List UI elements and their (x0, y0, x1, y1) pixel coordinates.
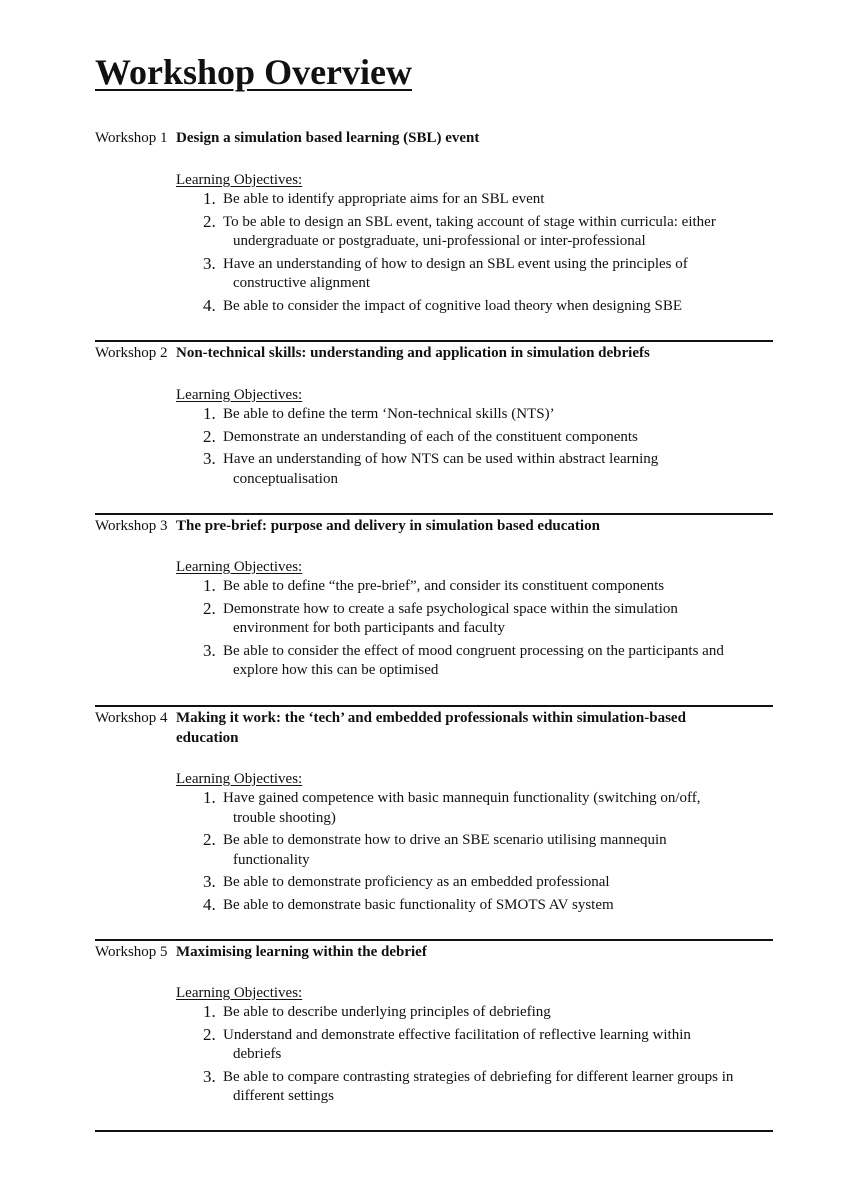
workshop-4-header (95, 708, 773, 748)
workshop-label: Workshop 4 (95, 710, 168, 726)
objective-text-cont: explore how this can be optimised (233, 662, 439, 678)
objective-text-cont: different settings (233, 1088, 334, 1104)
objective-number: 2. (203, 830, 216, 849)
objective-text-cont: undergraduate or postgraduate, uni-professional or inter-professional (233, 233, 646, 249)
objective-number: 2. (203, 598, 216, 618)
objectives-list (203, 1003, 773, 1110)
objectives-list (203, 789, 773, 918)
workshop-5-section (95, 942, 773, 1104)
objective-text: Have an understanding of how NTS can be used within abstract learning (223, 451, 659, 467)
objectives-list (203, 190, 773, 319)
objective-text-cont: debriefs (233, 1046, 282, 1062)
objective-item (203, 450, 773, 489)
workshop-label: Workshop 1 (95, 130, 168, 146)
learning-objectives-label: Learning Objectives: (176, 985, 303, 1001)
objective-number: 3. (203, 1066, 216, 1086)
workshop-title: The pre-brief: purpose and delivery in simulation based education (176, 518, 600, 534)
objective-number: 1. (203, 576, 216, 595)
objective-text: Be able to demonstrate basic functionality of SMOTS AV system (223, 896, 614, 913)
objective-item (203, 1003, 773, 1023)
objective-text-cont: environment for both participants and faculty (233, 620, 505, 636)
section-divider (95, 340, 773, 342)
section-divider (95, 513, 773, 515)
objective-item (203, 297, 773, 317)
objective-text: Be able to consider the impact of cognitive load theory when designing SBE (223, 297, 683, 314)
objective-text: Be able to describe underlying principles of debriefing (223, 1004, 551, 1020)
objective-number: 1. (203, 1002, 216, 1021)
objective-text-cont: conceptualisation (233, 470, 338, 487)
objective-item (203, 1068, 773, 1107)
workshop-1-section (95, 128, 773, 315)
objective-item (203, 873, 773, 893)
objective-item (203, 642, 773, 681)
objective-number: 2. (203, 211, 216, 231)
objective-text: Demonstrate an understanding of each of the constituent components (223, 428, 638, 445)
objective-number: 3. (203, 872, 216, 891)
objective-text: Be able to compare contrasting strategies of debriefing for different learner groups in (223, 1068, 734, 1085)
objective-item (203, 255, 773, 294)
workshop-label: Workshop 3 (95, 518, 168, 534)
workshop-title: Making it work: the ‘tech’ and embedded professionals within simulation-based education (176, 710, 686, 746)
workshop-5-header (95, 942, 773, 962)
workshop-1-header (95, 128, 773, 148)
workshop-4-section (95, 708, 773, 914)
objective-text: Be able to define “the pre-brief”, and consider its constituent components (223, 578, 665, 594)
objective-item (203, 896, 773, 916)
objective-number: 1. (203, 189, 216, 208)
objective-item (203, 1026, 773, 1065)
section-divider (95, 705, 773, 707)
objective-number: 2. (203, 1024, 216, 1044)
objective-text: Be able to identify appropriate aims for an SBL event (223, 191, 545, 207)
objective-item (203, 789, 773, 828)
workshop-2-section (95, 343, 773, 487)
objective-text: Be able to define the term ‘Non-technical skills (NTS)’ (223, 406, 555, 422)
objective-text-cont: constructive alignment (233, 275, 371, 291)
objective-item (203, 577, 773, 597)
objective-number: 2. (203, 426, 216, 446)
objective-item (203, 213, 773, 252)
objective-text: Be able to demonstrate proficiency as an embedded professional (223, 874, 610, 890)
page-title: Workshop Overview (95, 52, 413, 92)
objective-text: Understand and demonstrate effective facilitation of reflective learning within (223, 1026, 691, 1043)
learning-objectives-label: Learning Objectives: (176, 172, 303, 188)
workshop-label: Workshop 2 (95, 345, 168, 361)
section-divider (95, 939, 773, 941)
objective-text: Have gained competence with basic mannequin functionality (switching on/off, (223, 790, 701, 806)
objective-number: 3. (203, 449, 216, 468)
objective-number: 1. (203, 788, 216, 807)
workshop-2-header (95, 343, 773, 363)
learning-objectives-label: Learning Objectives: (176, 559, 303, 575)
section-divider (95, 1130, 773, 1132)
objective-text: Demonstrate how to create a safe psychological space within the simulation (223, 600, 678, 617)
objective-number: 1. (203, 404, 216, 423)
objective-number: 4. (203, 295, 216, 315)
objective-number: 3. (203, 253, 216, 273)
objective-item (203, 405, 773, 425)
objective-number: 3. (203, 640, 216, 660)
objective-text: Be able to demonstrate how to drive an SBE scenario utilising mannequin (223, 832, 667, 848)
objective-text-cont: trouble shooting) (233, 809, 336, 826)
objective-item (203, 600, 773, 639)
objectives-list (203, 577, 773, 684)
learning-objectives-label: Learning Objectives: (176, 771, 303, 787)
objective-item (203, 831, 773, 870)
objective-text-cont: functionality (233, 851, 310, 868)
workshop-title: Design a simulation based learning (SBL) event (176, 130, 480, 146)
objectives-list (203, 405, 773, 492)
objective-text: Have an understanding of how to design an SBL event using the principles of (223, 255, 688, 272)
objective-item (203, 428, 773, 448)
objective-text: To be able to design an SBL event, taking account of stage within curricula: either (223, 213, 716, 230)
objective-number: 4. (203, 894, 216, 914)
workshop-3-section (95, 516, 773, 678)
objective-text: Be able to consider the effect of mood congruent processing on the participants and (223, 642, 724, 659)
objective-item (203, 190, 773, 210)
workshop-3-header (95, 516, 773, 536)
workshop-title: Maximising learning within the debrief (176, 944, 427, 960)
learning-objectives-label: Learning Objectives: (176, 387, 303, 403)
workshop-label: Workshop 5 (95, 944, 168, 960)
workshop-title: Non-technical skills: understanding and application in simulation debriefs (176, 345, 650, 361)
